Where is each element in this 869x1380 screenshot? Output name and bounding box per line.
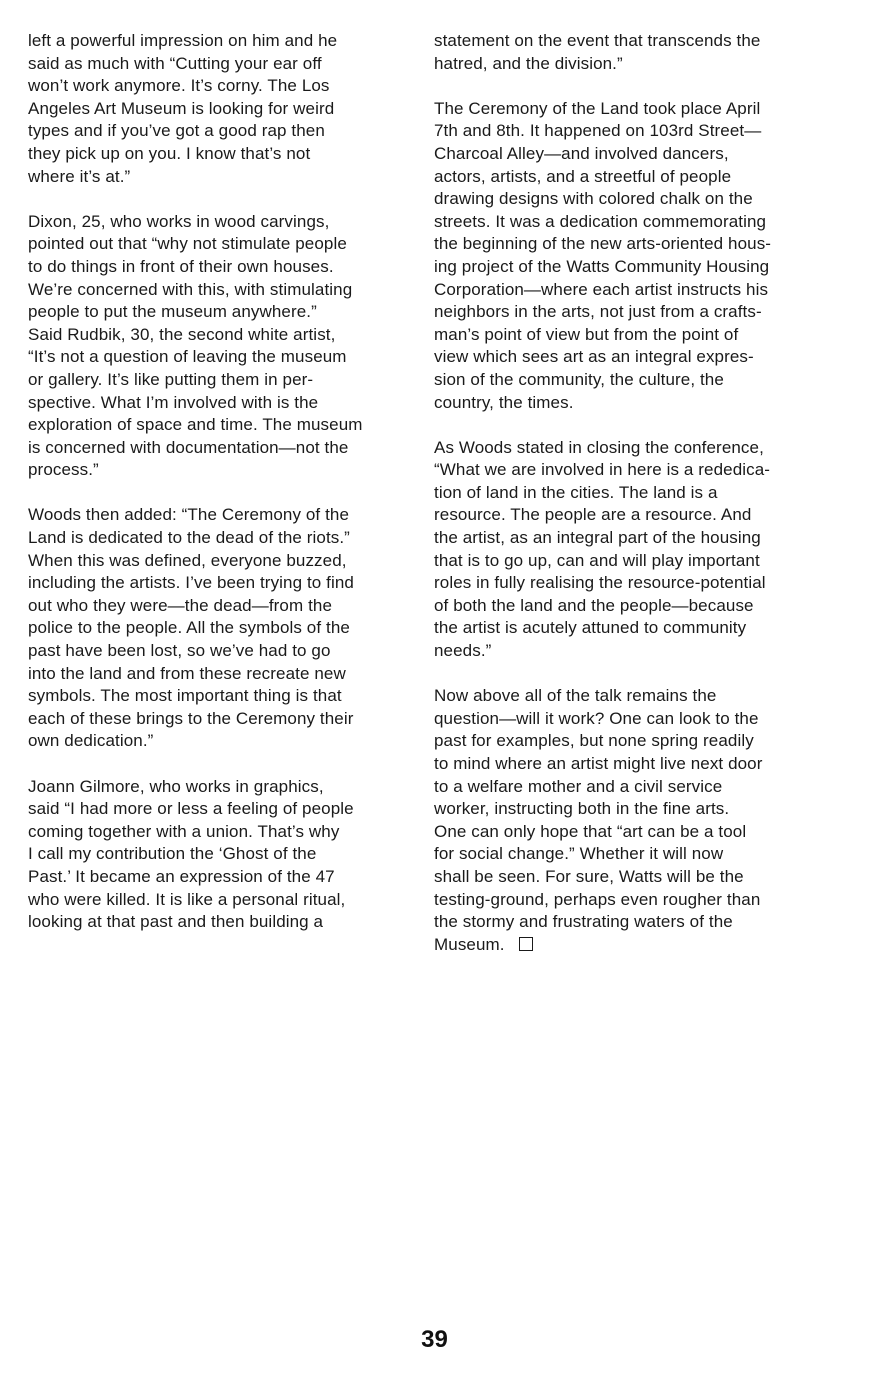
text-line: past have been lost, so we’ve had to go xyxy=(28,641,331,661)
text-line: the artist is acutely attuned to community xyxy=(434,618,747,638)
text-line: drawing designs with colored chalk on the xyxy=(434,189,753,209)
text-line: or gallery. It’s like putting them in per- xyxy=(28,369,314,389)
text-line: country, the times. xyxy=(434,392,574,412)
text-line: each of these brings to the Ceremony their xyxy=(28,708,354,728)
paragraph-left-3 xyxy=(28,504,410,753)
text-line: “What we are involved in here is a rededica- xyxy=(434,460,771,480)
text-line: pointed out that “why not stimulate people xyxy=(28,234,347,254)
text-line: roles in fully realising the resource-potential xyxy=(434,573,766,593)
text-line: The Ceremony of the Land took place April xyxy=(434,98,761,118)
text-line: When this was defined, everyone buzzed, xyxy=(28,550,347,570)
text-line: who were killed. It is like a personal ritual, xyxy=(28,889,346,909)
text-line: sion of the community, the culture, the xyxy=(434,369,724,389)
text-line: We’re concerned with this, with stimulating xyxy=(28,279,353,299)
text-line: statement on the event that transcends the xyxy=(434,31,761,50)
text-line-content: Museum. xyxy=(434,934,505,954)
text-line: worker, instructing both in the fine arts. xyxy=(434,799,730,819)
text-line: looking at that past and then building a xyxy=(28,912,324,932)
text-line: for social change.” Whether it will now xyxy=(434,844,724,864)
text-line: own dedication.” xyxy=(28,731,154,751)
text-line: including the artists. I’ve been trying to find xyxy=(28,573,354,593)
text-line: won’t work anymore. It’s corny. The Los xyxy=(28,76,330,96)
text-line: shall be seen. For sure, Watts will be the xyxy=(434,866,744,886)
text-line: Past.’ It became an expression of the 47 xyxy=(28,866,335,886)
text-line: is concerned with documentation—not the xyxy=(28,437,349,457)
text-line: 7th and 8th. It happened on 103rd Street— xyxy=(434,121,762,141)
paragraph-left-1 xyxy=(28,30,410,188)
text-line: said as much with “Cutting your ear off xyxy=(28,53,322,73)
text-line: police to the people. All the symbols of the xyxy=(28,618,350,638)
paragraph-left-2 xyxy=(28,211,410,482)
text-line: people to put the museum anywhere.” xyxy=(28,302,317,322)
text-line: “It’s not a question of leaving the museum xyxy=(28,347,347,367)
paragraph-right-2 xyxy=(434,98,829,414)
text-line: tion of land in the cities. The land is a xyxy=(434,482,718,502)
text-line: Charcoal Alley—and involved dancers, xyxy=(434,143,729,163)
text-line: coming together with a union. That’s why xyxy=(28,821,340,841)
square-end-mark-icon xyxy=(519,937,533,951)
text-line: the beginning of the new arts-oriented hous- xyxy=(434,234,772,254)
left-column xyxy=(28,30,410,956)
text-line: Corporation—where each artist instructs his xyxy=(434,279,769,299)
paragraph-right-1 xyxy=(434,30,829,75)
text-line: out who they were—the dead—from the xyxy=(28,595,332,615)
text-line: to a welfare mother and a civil service xyxy=(434,776,723,796)
text-line: into the land and from these recreate new xyxy=(28,663,346,683)
text-line: Angeles Art Museum is looking for weird xyxy=(28,98,335,118)
text-line: man’s point of view but from the point of xyxy=(434,324,739,344)
text-line: Dixon, 25, who works in wood carvings, xyxy=(28,211,330,231)
text-line: One can only hope that “art can be a tool xyxy=(434,821,747,841)
text-line: to mind where an artist might live next door xyxy=(434,754,763,773)
text-line: process.” xyxy=(28,460,99,480)
paragraph-left-4 xyxy=(28,776,410,934)
text-line: view which sees art as an integral expres- xyxy=(434,347,754,367)
text-line: resource. The people are a resource. And xyxy=(434,505,752,525)
text-line: Woods then added: “The Ceremony of the xyxy=(28,505,350,525)
text-line: left a powerful impression on him and he xyxy=(28,31,338,50)
right-column xyxy=(434,30,829,979)
text-line: neighbors in the arts, not just from a crafts- xyxy=(434,302,762,322)
paragraph-right-3 xyxy=(434,437,829,663)
text-line: exploration of space and time. The museum xyxy=(28,415,363,435)
text-line: said “I had more or less a feeling of people xyxy=(28,799,354,819)
text-line: the artist, as an integral part of the housing xyxy=(434,528,761,548)
paragraph-right-4 xyxy=(434,685,829,956)
text-line: they pick up on you. I know that’s not xyxy=(28,143,311,163)
text-line: Joann Gilmore, who works in graphics, xyxy=(28,776,324,796)
text-line: ing project of the Watts Community Housing xyxy=(434,256,770,276)
text-line: Now above all of the talk remains the xyxy=(434,686,717,706)
text-line: testing-ground, perhaps even rougher than xyxy=(434,889,761,909)
text-line: hatred, and the division.” xyxy=(434,53,623,73)
text-line: question—will it work? One can look to the xyxy=(434,708,759,728)
text-line: where it’s at.” xyxy=(28,166,131,186)
text-line: actors, artists, and a streetful of people xyxy=(434,166,732,186)
text-line: Land is dedicated to the dead of the riots.” xyxy=(28,528,350,548)
text-line: streets. It was a dedication commemorating xyxy=(434,211,767,231)
text-line: of both the land and the people—because xyxy=(434,595,754,615)
text-line: As Woods stated in closing the conference, xyxy=(434,437,764,457)
text-line: needs.” xyxy=(434,641,492,661)
text-line: spective. What I’m involved with is the xyxy=(28,392,319,412)
page-number: 39 xyxy=(421,1326,448,1353)
text-line: types and if you’ve got a good rap then xyxy=(28,121,325,141)
text-line: I call my contribution the ‘Ghost of the xyxy=(28,844,317,864)
text-line: the stormy and frustrating waters of the xyxy=(434,912,733,932)
text-line: that is to go up, can and will play important xyxy=(434,550,760,570)
last-text-line xyxy=(434,934,829,957)
text-line: past for examples, but none spring readily xyxy=(434,731,754,751)
text-line: Said Rudbik, 30, the second white artist, xyxy=(28,324,336,344)
text-line: symbols. The most important thing is that xyxy=(28,686,342,706)
text-line: to do things in front of their own houses. xyxy=(28,256,334,276)
